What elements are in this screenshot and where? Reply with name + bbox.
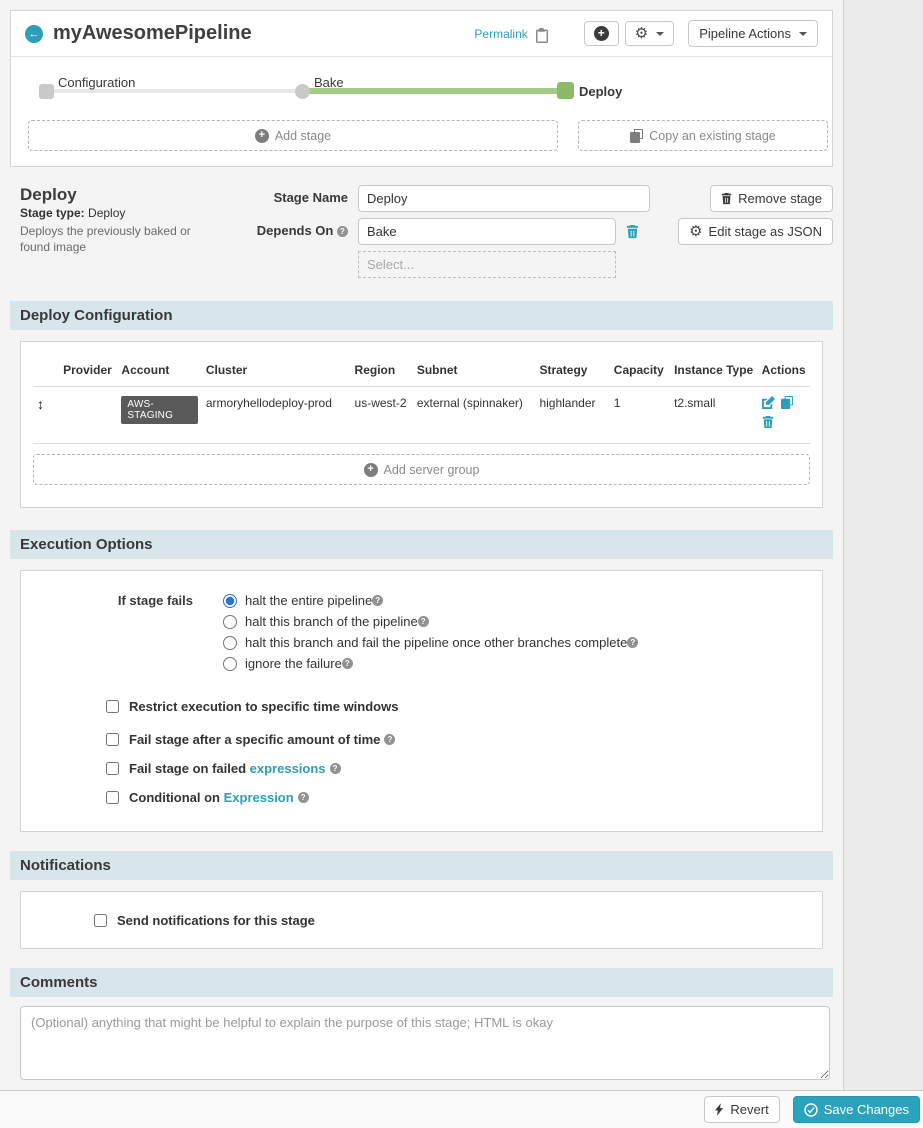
pipeline-title: myAwesomePipeline	[53, 22, 252, 44]
help-icon[interactable]	[627, 637, 638, 648]
comments-textarea[interactable]	[20, 1006, 830, 1080]
depends-on-select-row	[248, 251, 656, 278]
send-notifications-checkbox[interactable]	[94, 914, 107, 927]
cell-strategy: highlander	[535, 387, 609, 444]
fail-on-expressions-checkbox[interactable]	[106, 762, 119, 775]
execution-options-card	[20, 570, 823, 832]
graph-edge-bake-deploy	[307, 88, 567, 94]
copy-existing-stage-button[interactable]	[578, 120, 828, 151]
radio-halt-pipeline	[223, 593, 638, 608]
depends-on-row	[248, 218, 656, 245]
copy-stage-label: Copy an existing stage	[649, 128, 776, 143]
save-changes-label: Save Changes	[823, 1102, 909, 1117]
deploy-configuration-header: Deploy Configuration	[10, 301, 833, 330]
col-subnet: Subnet	[413, 354, 536, 387]
plus-circle-icon	[364, 463, 378, 477]
help-icon[interactable]	[342, 658, 353, 669]
trash-icon[interactable]	[626, 224, 639, 245]
fail-after-time-label[interactable]: Fail stage after a specific amount of time	[129, 732, 381, 747]
right-gutter	[843, 0, 923, 1090]
radio-halt-branch-input[interactable]	[223, 615, 237, 629]
stage-type-value: Deploy	[88, 206, 126, 220]
fail-on-expressions-label[interactable]	[129, 761, 326, 776]
cell-subnet: external (spinnaker)	[413, 387, 536, 444]
help-icon[interactable]	[298, 792, 309, 803]
radio-label[interactable]: halt the entire pipeline	[245, 593, 373, 608]
cell-capacity: 1	[610, 387, 670, 444]
col-capacity: Capacity	[610, 354, 670, 387]
stage-title: Deploy	[20, 185, 77, 204]
copy-icon[interactable]	[781, 396, 793, 409]
pipeline-actions-button[interactable]	[688, 20, 818, 47]
stage-type-line	[20, 206, 248, 220]
conditional-prefix: Conditional on	[129, 790, 220, 805]
send-notifications-label[interactable]: Send notifications for this stage	[117, 912, 315, 928]
stage-type-label: Stage type:	[20, 206, 85, 220]
stage-name-row	[248, 185, 656, 212]
col-provider: Provider	[59, 354, 117, 387]
caret-down-icon	[799, 32, 807, 36]
pipeline-header	[11, 11, 832, 57]
notifications-header: Notifications	[10, 851, 833, 880]
fail-after-time-row	[106, 732, 810, 747]
revert-button[interactable]	[704, 1096, 779, 1123]
col-region: Region	[351, 354, 413, 387]
pipeline-actions-label: Pipeline Actions	[699, 26, 791, 41]
trash-icon	[721, 192, 732, 205]
drag-column-header	[33, 354, 59, 387]
expressions-link[interactable]: expressions	[249, 761, 326, 776]
stage-details	[10, 185, 833, 285]
radio-label[interactable]: halt this branch and fail the pipeline once other branches complete	[245, 635, 628, 650]
help-icon[interactable]	[384, 734, 395, 745]
depends-on-input[interactable]	[358, 218, 616, 245]
server-group-table	[33, 354, 810, 444]
account-badge: AWS-STAGING	[121, 396, 197, 424]
graph-node-deploy[interactable]	[557, 82, 574, 99]
edit-json-label: Edit stage as JSON	[708, 224, 822, 239]
radio-label[interactable]: halt this branch of the pipeline	[245, 614, 418, 629]
lightning-bolt-icon	[715, 1103, 724, 1116]
footer-bar	[0, 1090, 923, 1128]
restrict-execution-label[interactable]: Restrict execution to specific time windows	[129, 699, 399, 714]
notifications-card	[20, 891, 823, 949]
help-icon[interactable]	[330, 763, 341, 774]
edit-stage-json-button[interactable]	[678, 218, 833, 245]
gear-icon	[635, 26, 648, 41]
help-icon[interactable]	[337, 226, 348, 237]
permalink-link[interactable]: Permalink	[474, 26, 528, 41]
spacer	[248, 251, 358, 278]
execution-options-header: Execution Options	[10, 530, 833, 559]
help-icon[interactable]	[372, 595, 383, 606]
radio-ignore-failure	[223, 656, 638, 671]
back-arrow-icon[interactable]: ←	[25, 25, 43, 43]
check-circle-icon	[804, 1103, 818, 1117]
comments-header: Comments	[10, 968, 833, 997]
conditional-row	[106, 790, 810, 805]
if-stage-fails-label: If stage fails	[117, 593, 193, 608]
cell-region: us-west-2	[351, 387, 413, 444]
plus-circle-icon	[255, 129, 269, 143]
radio-ignore-failure-input[interactable]	[223, 657, 237, 671]
conditional-checkbox[interactable]	[106, 791, 119, 804]
add-server-group-label: Add server group	[383, 462, 480, 477]
graph-node-configuration[interactable]	[39, 84, 54, 99]
remove-stage-button[interactable]	[710, 185, 833, 212]
add-stage-button[interactable]	[28, 120, 558, 151]
settings-dropdown-button[interactable]	[625, 21, 674, 46]
plus-circle-icon	[594, 26, 609, 41]
stage-description: Deploys the previously baked or found image	[20, 224, 191, 254]
col-strategy: Strategy	[535, 354, 609, 387]
depends-on-label	[248, 218, 358, 245]
expression-link[interactable]: Expression	[223, 790, 294, 805]
failure-options	[223, 593, 638, 671]
copy-icon	[630, 129, 643, 143]
clipboard-icon[interactable]	[535, 28, 548, 43]
add-stage-label: Add stage	[274, 128, 332, 143]
fail-after-time-checkbox[interactable]	[106, 733, 119, 746]
deploy-configuration-card	[20, 341, 823, 508]
execution-checkboxes	[106, 699, 810, 805]
conditional-label[interactable]	[129, 790, 294, 805]
add-button[interactable]	[584, 21, 619, 46]
radio-halt-pipeline-input[interactable]	[223, 594, 237, 608]
cell-instance-type: t2.small	[670, 387, 758, 444]
cell-cluster: armoryhellodeploy-prod	[202, 387, 351, 444]
edit-icon[interactable]	[762, 396, 775, 409]
graph-label-bake[interactable]: Bake	[314, 75, 344, 90]
send-notifications-row	[94, 913, 315, 928]
stage-summary	[10, 185, 248, 285]
graph-label-configuration[interactable]: Configuration	[58, 75, 136, 90]
restrict-execution-row	[106, 699, 810, 714]
radio-halt-branch-fail	[223, 635, 638, 650]
stage-actions	[656, 185, 833, 285]
revert-label: Revert	[730, 1102, 769, 1117]
remove-stage-label: Remove stage	[738, 191, 822, 206]
gear-icon	[689, 224, 702, 239]
graph-label-deploy[interactable]: Deploy	[579, 84, 623, 99]
fail-expr-prefix: Fail stage on failed	[129, 761, 247, 776]
pipeline-graph	[11, 57, 832, 166]
save-changes-button[interactable]	[793, 1096, 920, 1123]
help-icon[interactable]	[418, 616, 429, 627]
col-account: Account	[117, 354, 201, 387]
if-stage-fails-row	[33, 593, 810, 671]
stage-name-label: Stage Name	[273, 190, 348, 205]
graph-node-bake[interactable]	[295, 84, 310, 99]
radio-halt-branch	[223, 614, 638, 629]
stage-form	[248, 185, 656, 285]
stage-name-input[interactable]	[358, 185, 650, 212]
depends-on-select[interactable]: Select...	[358, 251, 616, 278]
radio-halt-branch-fail-input[interactable]	[223, 636, 237, 650]
fail-on-expressions-row	[106, 761, 810, 776]
trash-icon[interactable]	[762, 415, 774, 429]
caret-down-icon	[656, 32, 664, 36]
col-instance-type: Instance Type	[670, 354, 758, 387]
row-actions	[762, 396, 800, 429]
drag-handle-icon[interactable]	[37, 396, 44, 412]
add-server-group-button[interactable]	[33, 454, 810, 485]
radio-label[interactable]: ignore the failure	[245, 656, 342, 671]
depends-on-label-text: Depends On	[256, 223, 334, 238]
restrict-execution-checkbox[interactable]	[106, 700, 119, 713]
table-row	[33, 387, 810, 444]
table-header-row	[33, 354, 810, 387]
cell-provider	[59, 387, 117, 444]
pipeline-card	[10, 10, 833, 167]
col-cluster: Cluster	[202, 354, 351, 387]
col-actions: Actions	[758, 354, 810, 387]
